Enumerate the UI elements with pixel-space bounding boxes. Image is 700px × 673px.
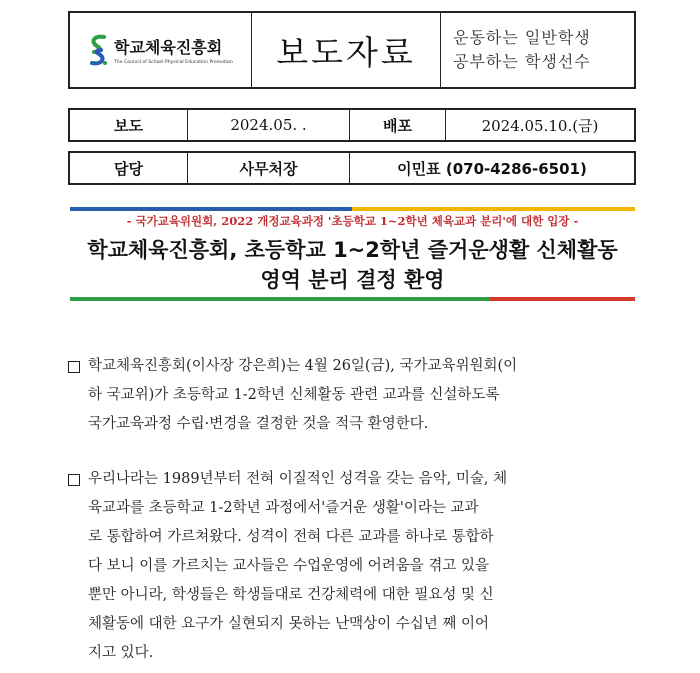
paragraph-2-line-5: 뿐만 아니라, 학생들은 학생들대로 건강체력에 대한 필요성 및 신 — [88, 587, 494, 603]
press-release-header — [68, 11, 636, 89]
logo-s-icon — [88, 33, 108, 67]
release-date: 2024.05.10.(금) — [481, 116, 599, 135]
subheading: - 국가교육위원회, 2022 개정교육과정 '초등학교 1~2학년 체육교과 분리'에 대한 입장 - — [126, 214, 579, 228]
paragraph-1-line-2: 하 국교위)가 초등학교 1-2학년 신체활동 관련 교과를 신설하도록 — [88, 387, 500, 403]
organization-logo — [70, 13, 252, 87]
headline-line-2: 영역 분리 결정 환영 — [260, 268, 445, 292]
paragraph-2-line-2: 육교과를 초등학교 1-2학년 과정에서'즐거운 생활'이라는 교과 — [88, 500, 479, 516]
contact-role: 사무처장 — [188, 153, 350, 183]
paragraph-2-line-3: 로 통합하여 가르쳐왔다. 성격이 전혀 다른 교과를 하나로 통합하 — [88, 529, 494, 545]
headline-line-1: 학교체육진흥회, 초등학교 1~2학년 즐거운생활 신체활동 — [87, 238, 618, 262]
paragraph-2 — [68, 465, 640, 668]
contact-label: 담당 — [70, 153, 188, 183]
paragraph-1 — [68, 352, 640, 439]
org-name: 학교체육진흥회 — [114, 38, 223, 57]
slogan — [441, 13, 634, 87]
report-date: 2024.05. . — [188, 110, 350, 140]
paragraph-2-line-7: 지고 있다. — [88, 645, 154, 661]
paragraph-2-line-6: 체활동에 대한 요구가 실현되지 못하는 난맥상이 수십년 째 이어 — [88, 616, 490, 632]
checkbox-bullet-icon — [68, 474, 80, 486]
bottom-color-bar — [70, 297, 635, 301]
release-label: 배포 — [350, 110, 446, 140]
top-color-bar — [70, 207, 635, 211]
contact-info-row — [68, 151, 636, 185]
release-info-row — [68, 108, 636, 142]
report-label: 보도 — [70, 110, 188, 140]
paragraph-2-line-1: 우리나라는 1989년부터 전혀 이질적인 성격을 갖는 음악, 미술, 체 — [88, 471, 508, 487]
paragraph-1-line-1: 학교체육진흥회(이사장 강은희)는 4월 26일(금), 국가교육위원회(이 — [88, 358, 518, 374]
slogan-line-1: 운동하는 일반학생 — [453, 28, 591, 47]
slogan-line-2: 공부하는 학생선수 — [453, 52, 591, 71]
paragraph-2-line-4: 다 보니 이를 가르치는 교사들은 수업운영에 어려움을 겪고 있을 — [88, 558, 490, 574]
org-subtitle: The Council of School Physical Education Promotion — [114, 60, 233, 65]
paragraph-1-line-3: 국가교육과정 수립·변경을 결정한 것을 적극 환영한다. — [88, 416, 429, 432]
document-type-title: 보도자료 — [252, 13, 441, 87]
contact-person: 이민표 (070-4286-6501) — [397, 159, 587, 178]
checkbox-bullet-icon — [68, 361, 80, 373]
